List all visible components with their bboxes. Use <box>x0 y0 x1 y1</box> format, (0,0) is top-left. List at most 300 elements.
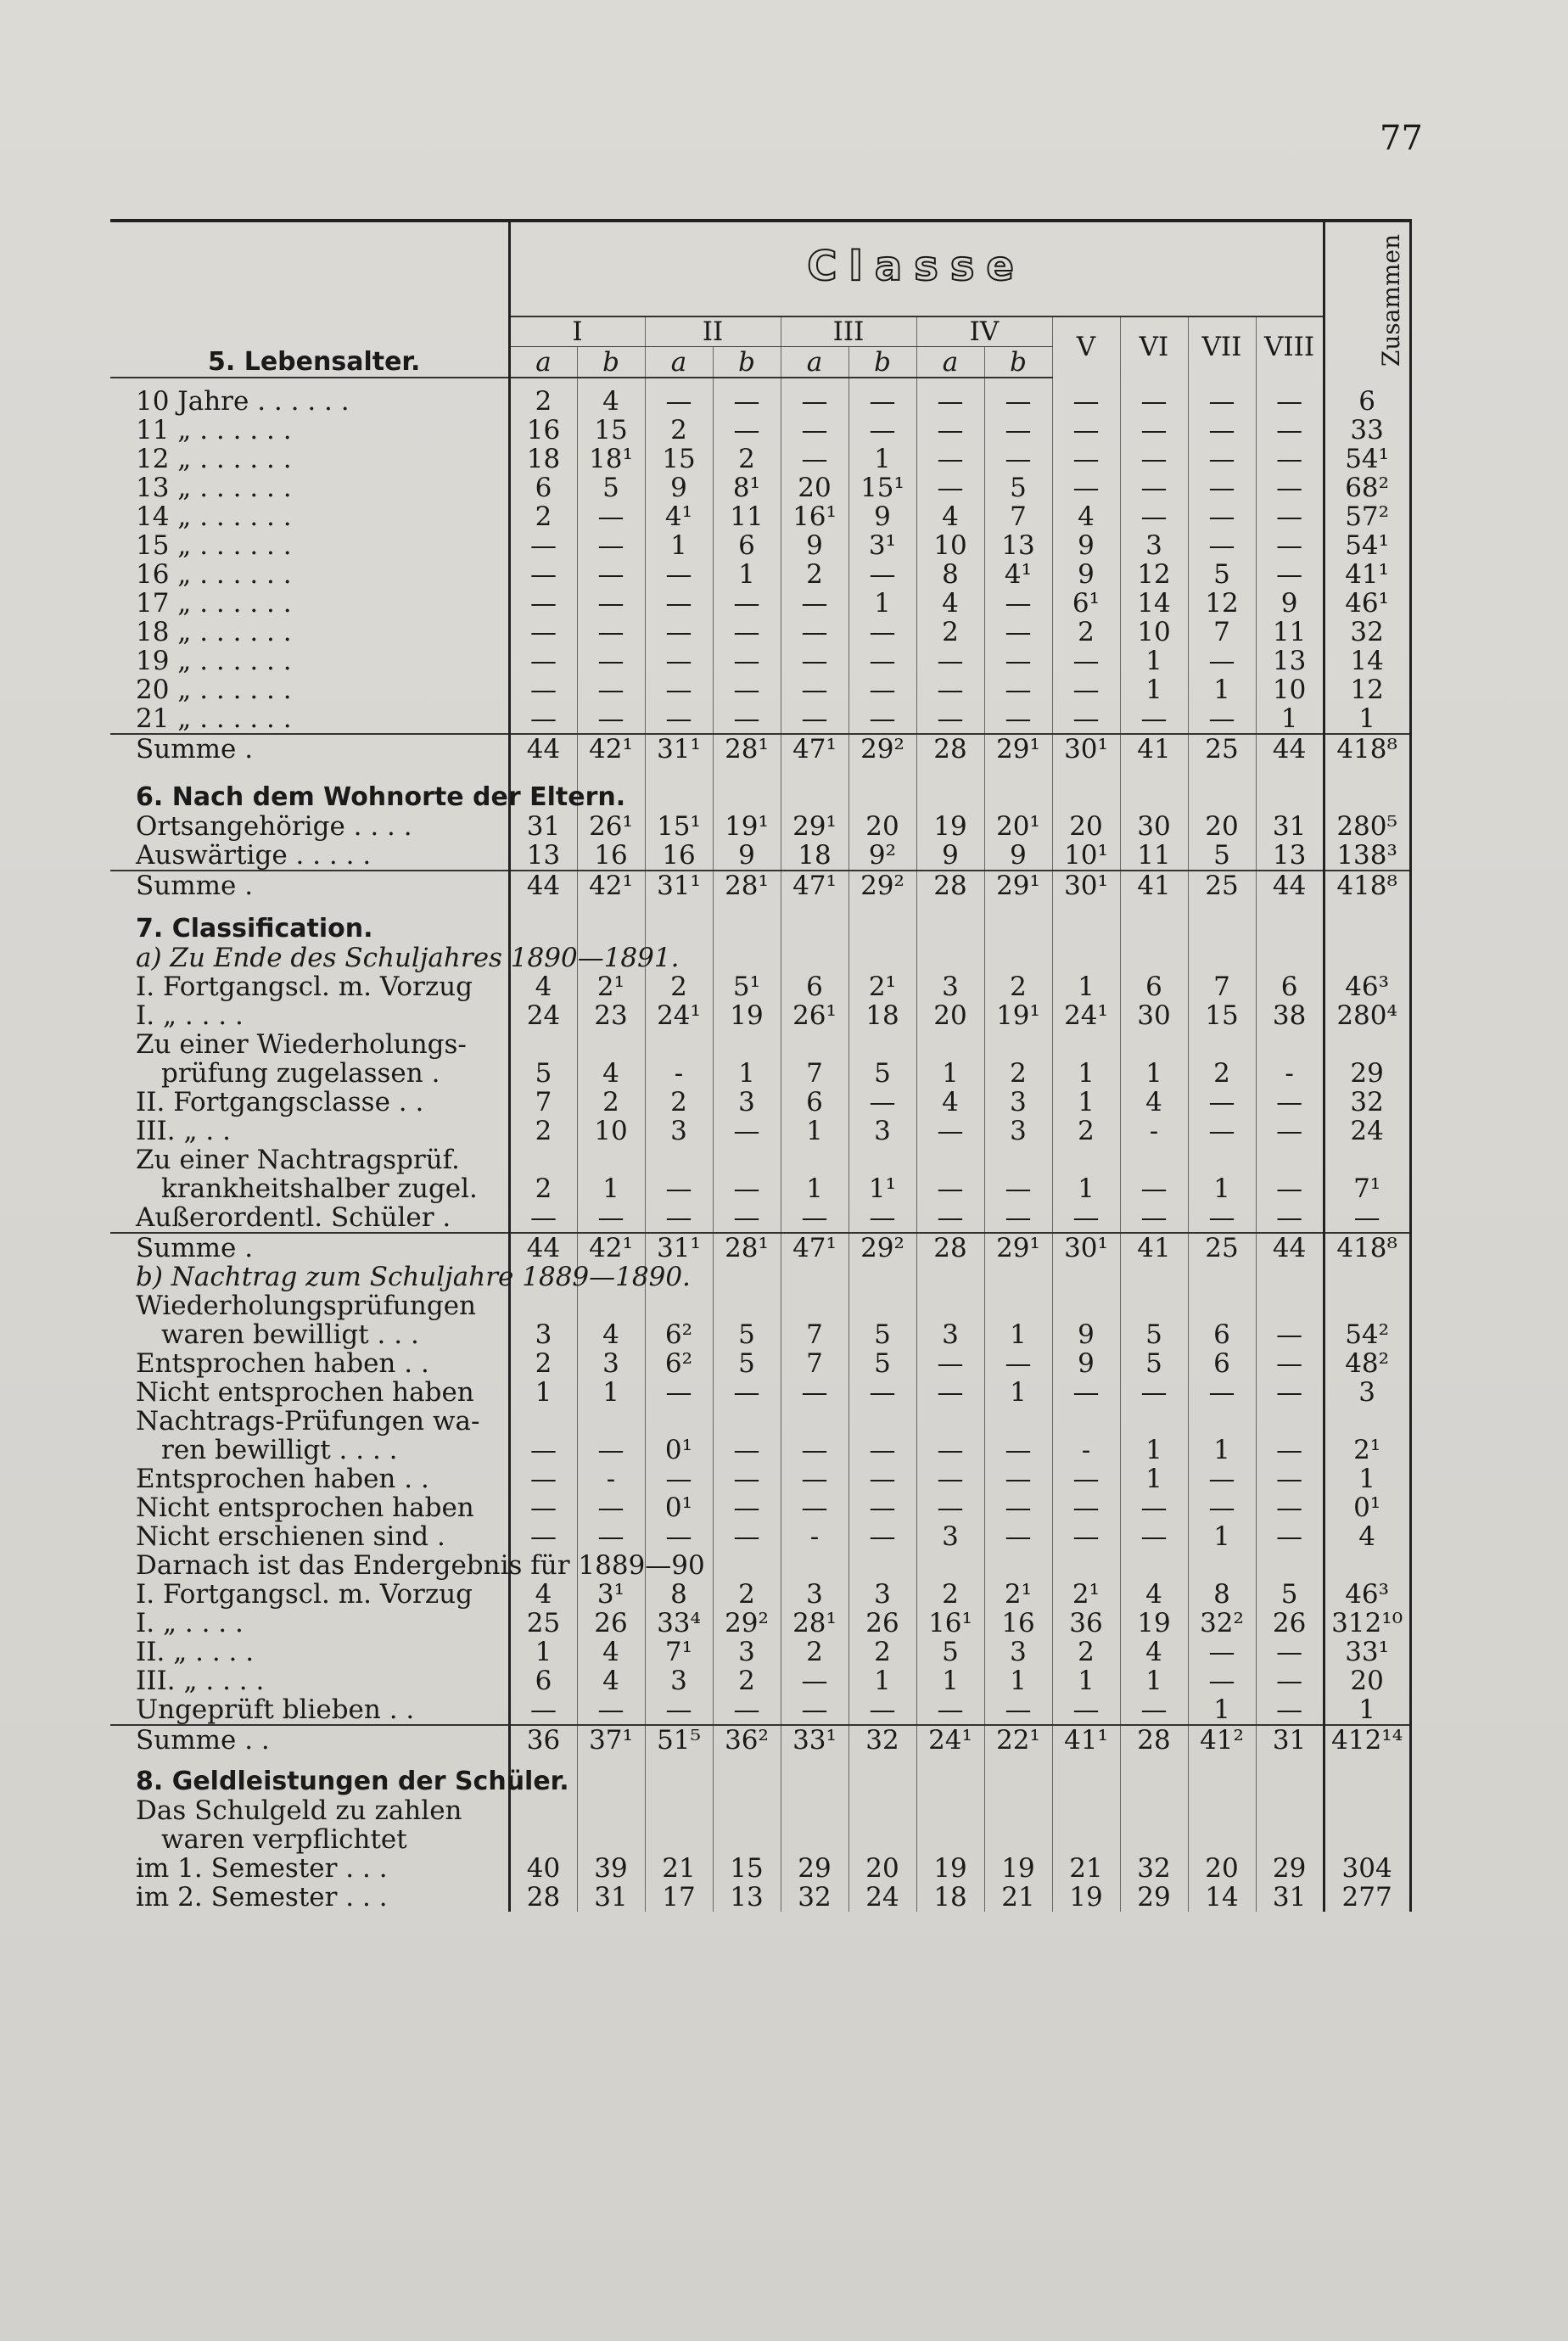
value-cell: — <box>984 1465 1052 1493</box>
value-cell: 19 <box>1120 1609 1188 1638</box>
value-cell: 4 <box>535 1578 552 1610</box>
value-cell: — <box>1188 1493 1256 1522</box>
total-cell: 7¹ <box>1324 1174 1410 1203</box>
value-cell: — <box>848 416 916 445</box>
value-cell: 9 <box>848 502 916 531</box>
value-cell: 3 <box>984 1638 1052 1666</box>
value-cell <box>1120 1551 1188 1580</box>
value-cell: 10¹ <box>1052 841 1120 871</box>
value-cell <box>781 1796 848 1825</box>
value-cell: 7 <box>781 1349 848 1378</box>
value-cell: 1 <box>1120 647 1188 675</box>
value-cell: 4 <box>916 502 984 531</box>
value-cell: 18¹ <box>577 445 645 473</box>
value-cell: 2¹ <box>577 972 645 1001</box>
table-row <box>110 1666 1410 1695</box>
value-cell: — <box>713 387 781 416</box>
value-cell: — <box>713 675 781 704</box>
row-label: I. Fortgangscl. m. Vorzug <box>110 972 509 1001</box>
value-cell: — <box>916 473 984 502</box>
value-cell: 29 <box>1120 1883 1188 1912</box>
value-cell: — <box>984 647 1052 675</box>
value-cell: 9 <box>916 841 984 871</box>
value-cell: 1 <box>535 1376 552 1408</box>
row-label: waren bewilligt . . . <box>110 1320 509 1349</box>
value-cell: 7 <box>1188 618 1256 647</box>
value-cell: — <box>781 1666 848 1695</box>
value-cell: 4 <box>916 589 984 618</box>
value-cell <box>1052 1407 1120 1436</box>
value-cell: 41 <box>1120 734 1188 764</box>
value-cell: 44 <box>1256 1233 1324 1263</box>
value-cell: — <box>645 647 713 675</box>
value-cell <box>509 1407 577 1436</box>
value-cell: — <box>984 1203 1052 1233</box>
value-cell: 47¹ <box>781 734 848 764</box>
value-cell: 29 <box>1256 1854 1324 1883</box>
value-cell: 1 <box>781 1117 848 1145</box>
value-cell: 31 <box>1256 1725 1324 1755</box>
value-cell: - <box>577 1465 645 1493</box>
value-cell: 1 <box>577 1378 645 1407</box>
row-label: 11 „ . . . . . . <box>110 416 509 445</box>
row-label: 18 „ . . . . . . <box>110 618 509 647</box>
value-cell: — <box>916 675 984 704</box>
value-cell: — <box>713 618 781 647</box>
value-cell: — <box>1120 1174 1188 1203</box>
value-cell: — <box>781 1203 848 1233</box>
row-label: 12 „ . . . . . . <box>110 445 509 473</box>
value-cell: — <box>577 531 645 560</box>
value-cell: 3 <box>984 1117 1052 1145</box>
value-cell: 15 <box>713 1854 781 1883</box>
class-header-iii: III <box>781 316 916 347</box>
table-row <box>110 531 1410 560</box>
value-cell <box>1188 1145 1256 1174</box>
value-cell: — <box>916 1117 984 1145</box>
value-cell: 20 <box>916 1001 984 1030</box>
value-cell: — <box>1052 647 1120 675</box>
value-cell: 24¹ <box>1052 1001 1120 1030</box>
value-cell: 6 <box>781 972 848 1001</box>
value-cell: 9 <box>645 473 713 502</box>
value-cell: 20¹ <box>984 812 1052 841</box>
value-cell: 41¹ <box>1052 1725 1120 1755</box>
value-cell: 9 <box>781 531 848 560</box>
value-cell: — <box>848 1522 916 1551</box>
summe-row <box>110 1233 1410 1263</box>
value-cell <box>1052 1825 1120 1854</box>
value-cell <box>645 1407 713 1436</box>
value-cell: — <box>530 558 557 590</box>
value-cell: — <box>1256 1666 1324 1695</box>
value-cell: — <box>916 1378 984 1407</box>
value-cell <box>916 1407 984 1436</box>
value-cell: 1 <box>1188 1174 1256 1203</box>
value-cell: 6 <box>1256 972 1324 1001</box>
value-cell: 29² <box>848 1233 916 1263</box>
value-cell: 28 <box>916 871 984 900</box>
value-cell: — <box>1188 1666 1256 1695</box>
value-cell: — <box>1120 704 1188 734</box>
total-cell: 418⁸ <box>1324 871 1410 900</box>
total-cell: — <box>1324 1203 1410 1233</box>
value-cell <box>1188 1825 1256 1854</box>
value-cell: 1 <box>984 1378 1052 1407</box>
total-cell <box>1324 1825 1410 1854</box>
value-cell: — <box>848 675 916 704</box>
sub-header-b: b <box>713 347 781 378</box>
section-wohnort-title: 6. Nach dem Wohnorte der Eltern. <box>136 781 626 812</box>
total-cell <box>1324 1796 1410 1825</box>
value-cell <box>781 1407 848 1436</box>
value-cell <box>848 1291 916 1320</box>
value-cell: 24 <box>526 1000 561 1031</box>
total-cell: 33¹ <box>1324 1638 1410 1666</box>
row-label: Außerordentl. Schüler . <box>110 1203 509 1233</box>
value-cell: 51⁵ <box>645 1725 713 1755</box>
value-cell: 15 <box>577 416 645 445</box>
value-cell: 4¹ <box>645 502 713 531</box>
value-cell: — <box>1256 1349 1324 1378</box>
value-cell: 47¹ <box>781 871 848 900</box>
value-cell: — <box>916 647 984 675</box>
value-cell: 16 <box>526 414 561 445</box>
total-cell <box>1324 1145 1410 1174</box>
section-geldleistungen <box>110 1767 1410 1796</box>
row-label: krankheitshalber zugel. <box>110 1174 509 1203</box>
value-cell: — <box>848 618 916 647</box>
row-label: II. Fortgangsclasse . . <box>110 1088 509 1117</box>
value-cell: 32 <box>1120 1854 1188 1883</box>
value-cell: — <box>1052 1522 1120 1551</box>
value-cell: 38 <box>1256 1001 1324 1030</box>
value-cell: 10 <box>1120 618 1188 647</box>
class-header-ii: II <box>645 316 781 347</box>
value-cell: 25 <box>526 1607 561 1638</box>
value-cell: 5 <box>577 473 645 502</box>
value-cell <box>1256 1825 1324 1854</box>
value-cell: — <box>1256 1695 1324 1725</box>
value-cell: — <box>1188 1465 1256 1493</box>
value-cell: 20 <box>848 812 916 841</box>
value-cell <box>645 1145 713 1174</box>
value-cell: 1 <box>713 1059 781 1088</box>
value-cell: 2 <box>984 972 1052 1001</box>
value-cell: — <box>713 1378 781 1407</box>
value-cell: 3 <box>1120 531 1188 560</box>
value-cell <box>848 1825 916 1854</box>
value-cell: — <box>577 675 645 704</box>
value-cell: — <box>1188 1638 1256 1666</box>
value-cell: — <box>1120 387 1188 416</box>
value-cell: 2 <box>1052 618 1120 647</box>
value-cell <box>781 1551 848 1580</box>
value-cell: — <box>1188 1088 1256 1117</box>
class-header-vi: VI <box>1120 316 1188 378</box>
value-cell: 13 <box>713 1883 781 1912</box>
value-cell: 3 <box>848 1580 916 1609</box>
table-row <box>110 1854 1410 1883</box>
total-cell: 6 <box>1324 387 1410 416</box>
row-label: ren bewilligt . . . . <box>110 1436 509 1465</box>
value-cell <box>645 1030 713 1059</box>
value-cell: 44 <box>509 1233 577 1263</box>
value-cell: — <box>713 1695 781 1725</box>
value-cell: — <box>781 1436 848 1465</box>
total-cell: 24 <box>1324 1117 1410 1145</box>
value-cell: 9² <box>848 841 916 871</box>
value-cell: 4 <box>577 387 645 416</box>
row-label: prüfung zugelassen . <box>110 1059 509 1088</box>
value-cell: 18 <box>781 841 848 871</box>
value-cell: — <box>848 1465 916 1493</box>
value-cell: 16¹ <box>916 1609 984 1638</box>
value-cell: — <box>713 1465 781 1493</box>
total-cell: 418⁸ <box>1324 1233 1410 1263</box>
value-cell: 3 <box>916 972 984 1001</box>
value-cell: 9 <box>1256 589 1324 618</box>
section-geldleistungen-title: 8. Geldleistungen der Schüler. <box>136 1766 569 1796</box>
value-cell: — <box>713 704 781 734</box>
value-cell <box>1188 1551 1256 1580</box>
value-cell <box>577 1291 645 1320</box>
value-cell: 2 <box>781 560 848 589</box>
value-cell: 29² <box>713 1609 781 1638</box>
value-cell <box>781 1291 848 1320</box>
value-cell: 41² <box>1188 1725 1256 1755</box>
value-cell: — <box>984 704 1052 734</box>
value-cell: - <box>1256 1059 1324 1088</box>
row-label: 17 „ . . . . . . <box>110 589 509 618</box>
row-label: Wiederholungsprüfungen <box>110 1291 509 1320</box>
value-cell: — <box>916 416 984 445</box>
table-row <box>110 589 1410 618</box>
value-cell <box>577 1145 645 1174</box>
value-cell <box>509 1825 577 1854</box>
value-cell: — <box>645 387 713 416</box>
value-cell: — <box>984 445 1052 473</box>
value-cell: — <box>1052 1493 1120 1522</box>
value-cell: — <box>1052 445 1120 473</box>
value-cell: - <box>781 1522 848 1551</box>
value-cell: 9 <box>1052 1320 1120 1349</box>
value-cell: — <box>781 1695 848 1725</box>
value-cell: 31¹ <box>645 871 713 900</box>
value-cell: 6 <box>713 531 781 560</box>
value-cell: 3 <box>984 1088 1052 1117</box>
total-cell: 2¹ <box>1324 1436 1410 1465</box>
value-cell: 30 <box>1120 1001 1188 1030</box>
row-label: Entsprochen haben . . <box>110 1349 509 1378</box>
value-cell: 4 <box>916 1088 984 1117</box>
value-cell <box>1256 1551 1324 1580</box>
value-cell: 3¹ <box>848 531 916 560</box>
value-cell <box>509 1796 577 1825</box>
sub-header-b: b <box>984 347 1052 378</box>
sub-header-a: a <box>781 347 848 378</box>
value-cell: 26 <box>848 1609 916 1638</box>
value-cell: 2¹ <box>984 1580 1052 1609</box>
row-label: Zu einer Wiederholungs- <box>110 1030 509 1059</box>
value-cell: — <box>530 645 557 676</box>
value-cell: — <box>1052 704 1120 734</box>
value-cell: 1 <box>1052 1666 1120 1695</box>
value-cell: — <box>577 589 645 618</box>
row-label: 16 „ . . . . . . <box>110 560 509 589</box>
value-cell: 30¹ <box>1052 1233 1120 1263</box>
value-cell: — <box>1052 675 1120 704</box>
value-cell: 6² <box>645 1320 713 1349</box>
value-cell: 2 <box>535 1115 552 1146</box>
value-cell <box>916 1551 984 1580</box>
value-cell: 1 <box>577 1174 645 1203</box>
value-cell: 1 <box>1120 1666 1188 1695</box>
subsection-classification-b-title: b) Nachtrag zum Schuljahre 1889—1890. <box>136 1261 691 1292</box>
value-cell <box>984 1291 1052 1320</box>
value-cell: — <box>916 1203 984 1233</box>
value-cell: — <box>1188 531 1256 560</box>
value-cell: 2 <box>713 1580 781 1609</box>
row-label: III. „ . . <box>110 1117 509 1145</box>
value-cell: — <box>1256 1088 1324 1117</box>
value-cell: 2 <box>916 618 984 647</box>
total-cell: 304 <box>1324 1854 1410 1883</box>
total-cell: 46³ <box>1324 972 1410 1001</box>
table-row <box>110 502 1410 531</box>
value-cell <box>577 1030 645 1059</box>
value-cell: — <box>1256 1436 1324 1465</box>
value-cell: — <box>781 1378 848 1407</box>
value-cell: 2 <box>535 1347 552 1379</box>
value-cell: 26 <box>1256 1609 1324 1638</box>
section-wohnort <box>110 782 1410 812</box>
value-cell: 1 <box>1120 675 1188 704</box>
value-cell: 5 <box>848 1320 916 1349</box>
value-cell: 39 <box>577 1854 645 1883</box>
value-cell <box>916 1030 984 1059</box>
value-cell: 5 <box>1120 1349 1188 1378</box>
value-cell: 26¹ <box>577 812 645 841</box>
total-cell: 48² <box>1324 1349 1410 1378</box>
value-cell: 18 <box>526 443 561 474</box>
value-cell: 41 <box>1120 1233 1188 1263</box>
value-cell: — <box>577 1695 645 1725</box>
value-cell <box>984 1145 1052 1174</box>
table-row <box>110 812 1410 841</box>
value-cell: — <box>577 1203 645 1233</box>
sub-header-b: b <box>848 347 916 378</box>
value-cell: — <box>1120 1522 1188 1551</box>
value-cell: 1 <box>645 531 713 560</box>
value-cell: — <box>848 1203 916 1233</box>
value-cell: 4 <box>577 1666 645 1695</box>
row-label: Summe . <box>110 871 509 900</box>
value-cell: — <box>645 704 713 734</box>
value-cell: 4 <box>1120 1580 1188 1609</box>
value-cell: — <box>530 1463 557 1494</box>
value-cell: — <box>530 529 557 561</box>
value-cell: 1 <box>1052 1059 1120 1088</box>
value-cell <box>848 1796 916 1825</box>
value-cell: — <box>916 1174 984 1203</box>
value-cell: — <box>530 703 557 734</box>
value-cell: 3 <box>713 1088 781 1117</box>
value-cell: 6 <box>1188 1320 1256 1349</box>
value-cell: 0¹ <box>645 1493 713 1522</box>
value-cell: 5 <box>535 1057 552 1089</box>
value-cell: — <box>1256 473 1324 502</box>
value-cell: — <box>645 1522 713 1551</box>
value-cell <box>645 1825 713 1854</box>
value-cell: 5 <box>848 1349 916 1378</box>
value-cell: 17 <box>645 1883 713 1912</box>
value-cell: — <box>916 1493 984 1522</box>
total-cell: 41¹ <box>1324 560 1410 589</box>
value-cell <box>916 1796 984 1825</box>
value-cell <box>509 1291 577 1320</box>
value-cell: — <box>1052 473 1120 502</box>
total-cell: 412¹⁴ <box>1324 1725 1410 1755</box>
value-cell <box>1188 1796 1256 1825</box>
value-cell: — <box>1256 1465 1324 1493</box>
value-cell: 5 <box>1120 1320 1188 1349</box>
value-cell: — <box>848 1436 916 1465</box>
value-cell: 29¹ <box>984 734 1052 764</box>
value-cell: — <box>713 1174 781 1203</box>
value-cell: 31 <box>577 1883 645 1912</box>
total-cell <box>1324 1030 1410 1059</box>
total-cell: 277 <box>1324 1883 1410 1912</box>
row-label: 13 „ . . . . . . <box>110 473 509 502</box>
value-cell: — <box>848 1378 916 1407</box>
value-cell: — <box>577 1493 645 1522</box>
value-cell: 2 <box>535 385 552 417</box>
value-cell: 15 <box>1188 1001 1256 1030</box>
value-cell: — <box>916 1436 984 1465</box>
value-cell: 2 <box>577 1088 645 1117</box>
value-cell: — <box>530 1434 557 1465</box>
row-label: Entsprochen haben . . <box>110 1465 509 1493</box>
value-cell: 8 <box>1188 1580 1256 1609</box>
row-label: 10 Jahre . . . . . . <box>110 387 509 416</box>
row-label: 19 „ . . . . . . <box>110 647 509 675</box>
value-cell: — <box>781 704 848 734</box>
total-cell: 32 <box>1324 618 1410 647</box>
value-cell: 32 <box>848 1725 916 1755</box>
value-cell: — <box>848 387 916 416</box>
value-cell <box>916 1291 984 1320</box>
statistics-table <box>110 219 1412 1912</box>
value-cell: — <box>781 445 848 473</box>
value-cell: 9 <box>1052 560 1120 589</box>
table-row <box>110 972 1410 1001</box>
value-cell: 4 <box>535 971 552 1002</box>
value-cell: — <box>713 1522 781 1551</box>
value-cell: 36 <box>509 1725 577 1755</box>
sub-header-a: a <box>645 347 713 378</box>
value-cell: — <box>848 704 916 734</box>
value-cell: 23 <box>577 1001 645 1030</box>
value-cell: 7 <box>781 1059 848 1088</box>
value-cell: — <box>1256 560 1324 589</box>
value-cell: — <box>530 616 557 647</box>
value-cell: 14 <box>1120 589 1188 618</box>
table-row <box>110 1407 1410 1436</box>
value-cell: 20 <box>1052 812 1120 841</box>
value-cell: 13 <box>1256 647 1324 675</box>
total-cell: 1 <box>1324 1465 1410 1493</box>
